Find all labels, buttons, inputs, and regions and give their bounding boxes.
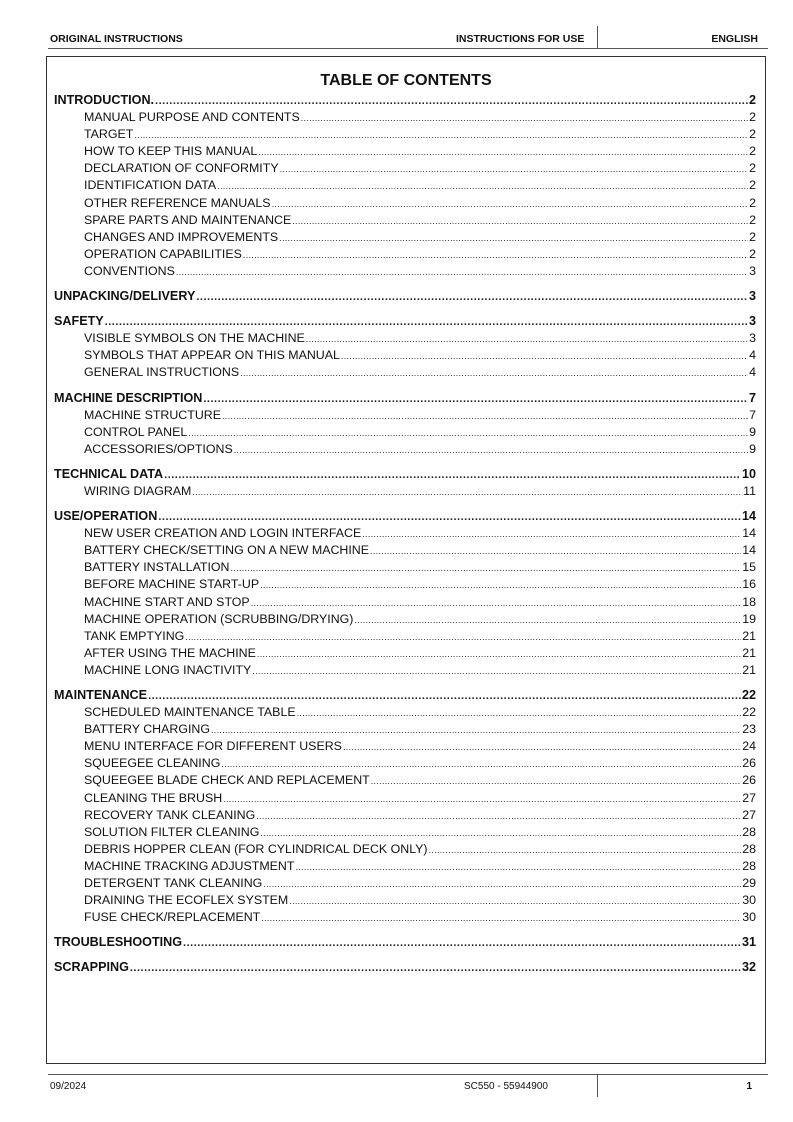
toc-entry-title: MACHINE OPERATION (SCRUBBING/DRYING) xyxy=(84,611,354,626)
toc-subsection[interactable] xyxy=(54,263,756,280)
toc-subsection[interactable] xyxy=(54,177,756,194)
toc-subsection[interactable] xyxy=(54,525,756,542)
toc-subsection[interactable] xyxy=(54,160,756,177)
toc-subsection[interactable] xyxy=(54,875,756,892)
toc-entry-title: SAFETY xyxy=(54,314,104,329)
toc-entry-page: 19 xyxy=(742,611,756,626)
header-original-instructions: ORIGINAL INSTRUCTIONS xyxy=(50,33,183,45)
toc-subsection[interactable] xyxy=(54,364,756,381)
dot-leader xyxy=(231,560,742,577)
toc-entry-title: OPERATION CAPABILITIES xyxy=(84,246,242,261)
toc-entry-page: 7 xyxy=(748,390,756,405)
toc-entry-title: VISIBLE SYMBOLS ON THE MACHINE xyxy=(84,331,305,346)
toc-entry-page: 2 xyxy=(749,127,756,142)
toc-subsection[interactable] xyxy=(54,824,756,841)
toc-entry-page: 21 xyxy=(742,628,756,643)
table-of-contents xyxy=(54,92,756,977)
toc-entry-title: BATTERY CHARGING xyxy=(84,722,210,737)
toc-entry-title: WIRING DIAGRAM xyxy=(84,483,192,498)
toc-entry-page: 2 xyxy=(749,229,756,244)
toc-entry-page: 14 xyxy=(741,509,756,524)
toc-entry-title: CHANGES AND IMPROVEMENTS xyxy=(84,229,279,244)
header-language: ENGLISH xyxy=(711,33,758,45)
toc-entry-page: 22 xyxy=(742,705,756,720)
toc-section[interactable] xyxy=(54,466,756,483)
toc-entry-title: UNPACKING/DELIVERY xyxy=(54,289,196,304)
dot-leader xyxy=(203,391,748,408)
dot-leader xyxy=(260,825,741,842)
toc-entry-page: 29 xyxy=(742,876,756,891)
toc-entry-page: 23 xyxy=(742,722,756,737)
toc-subsection[interactable] xyxy=(54,721,756,738)
toc-section[interactable] xyxy=(54,508,756,525)
toc-entry-title: BATTERY CHECK/SETTING ON A NEW MACHINE xyxy=(84,543,370,558)
toc-entry-title: TARGET xyxy=(84,127,134,142)
toc-entry-title: TROUBLESHOOTING xyxy=(54,935,183,950)
toc-entry-title: MENU INTERFACE FOR DIFFERENT USERS xyxy=(84,739,342,754)
footer-page-number: 1 xyxy=(746,1081,752,1092)
dot-leader xyxy=(279,230,748,247)
toc-entry-page: 9 xyxy=(749,441,756,456)
toc-entry-title: RECOVERY TANK CLEANING xyxy=(84,807,256,822)
toc-entry-page: 27 xyxy=(742,790,756,805)
dot-leader xyxy=(158,509,741,526)
toc-entry-page: 22 xyxy=(741,688,756,702)
dot-leader xyxy=(272,196,749,213)
toc-entry-title: HOW TO KEEP THIS MANUAL xyxy=(84,144,258,159)
footer-divider xyxy=(597,1075,598,1097)
toc-entry-page: 2 xyxy=(748,93,756,107)
toc-entry-title: SQUEEGEE BLADE CHECK AND REPLACEMENT xyxy=(84,773,370,788)
dot-leader xyxy=(251,595,742,612)
footer-model: SC550 - 55944900 xyxy=(464,1081,548,1092)
toc-subsection[interactable] xyxy=(54,909,756,926)
dot-leader xyxy=(185,629,741,646)
toc-entry-title: MAINTENANCE xyxy=(54,688,148,702)
header-instructions-for-use: INSTRUCTIONS FOR USE xyxy=(456,33,585,45)
toc-entry-page: 3 xyxy=(748,289,756,304)
section-gap xyxy=(54,382,756,390)
dot-leader xyxy=(130,960,741,977)
page-header xyxy=(48,26,768,49)
dot-leader xyxy=(148,688,741,705)
toc-subsection[interactable] xyxy=(54,892,756,909)
toc-entry-title: USE/OPERATION xyxy=(54,509,158,524)
dot-leader xyxy=(192,484,742,501)
toc-entry-title: DEBRIS HOPPER CLEAN (FOR CYLINDRICAL DECK ONLY) xyxy=(84,841,428,856)
dot-leader xyxy=(105,314,748,331)
footer-date: 09/2024 xyxy=(50,1081,87,1092)
toc-subsection[interactable] xyxy=(54,330,756,347)
toc-entry-page: 28 xyxy=(742,824,756,839)
dot-leader xyxy=(164,467,741,484)
dot-leader xyxy=(196,289,748,306)
toc-subsection[interactable] xyxy=(54,229,756,246)
section-gap xyxy=(54,458,756,466)
toc-entry-page: 18 xyxy=(742,594,756,609)
dot-leader xyxy=(341,348,748,365)
dot-leader xyxy=(354,612,741,629)
toc-subsection[interactable] xyxy=(54,594,756,611)
toc-entry-page: 15 xyxy=(742,560,756,575)
dot-leader xyxy=(234,442,748,459)
toc-entry-title: OTHER REFERENCE MANUALS xyxy=(84,195,271,210)
dot-leader xyxy=(252,663,741,680)
toc-subsection[interactable] xyxy=(54,858,756,875)
dot-leader xyxy=(343,739,741,756)
toc-section[interactable] xyxy=(54,313,756,330)
toc-entry-page: 2 xyxy=(749,161,756,176)
toc-subsection[interactable] xyxy=(54,195,756,212)
toc-subsection[interactable] xyxy=(54,542,756,559)
toc-subsection[interactable] xyxy=(54,424,756,441)
toc-subsection[interactable] xyxy=(54,772,756,789)
toc-section[interactable] xyxy=(54,288,756,305)
toc-entry-page: 2 xyxy=(749,144,756,159)
toc-subsection[interactable] xyxy=(54,738,756,755)
toc-entry-page: 26 xyxy=(742,756,756,771)
toc-entry-title: FUSE CHECK/REPLACEMENT xyxy=(84,910,261,925)
toc-title: TABLE OF CONTENTS xyxy=(320,72,492,89)
toc-entry-page: 21 xyxy=(742,662,756,677)
toc-entry-page: 4 xyxy=(749,348,756,363)
dot-leader xyxy=(261,910,741,927)
dot-leader xyxy=(221,756,741,773)
toc-entry-title: TANK EMPTYING xyxy=(84,628,185,643)
toc-subsection[interactable] xyxy=(54,483,756,500)
dot-leader xyxy=(222,408,748,425)
toc-entry-page: 26 xyxy=(742,773,756,788)
toc-entry-page: 28 xyxy=(742,841,756,856)
toc-subsection[interactable] xyxy=(54,347,756,364)
toc-entry-title: SOLUTION FILTER CLEANING xyxy=(84,824,260,839)
dot-leader xyxy=(257,646,741,663)
toc-entry-page: 21 xyxy=(742,645,756,660)
toc-subsection[interactable] xyxy=(54,143,756,160)
toc-entry-title: AFTER USING THE MACHINE xyxy=(84,645,256,660)
toc-entry-title: BEFORE MACHINE START-UP xyxy=(84,577,260,592)
dot-leader xyxy=(362,526,741,543)
toc-entry-title: GENERAL INSTRUCTIONS xyxy=(84,365,240,380)
toc-entry-page: 2 xyxy=(749,178,756,193)
section-gap xyxy=(54,305,756,313)
toc-entry-page: 30 xyxy=(742,893,756,908)
dot-leader xyxy=(188,425,748,442)
toc-entry-title: MACHINE DESCRIPTION xyxy=(54,390,203,405)
toc-entry-page: 3 xyxy=(749,331,756,346)
content-frame xyxy=(46,56,766,1064)
dot-leader xyxy=(429,842,742,859)
toc-subsection[interactable] xyxy=(54,611,756,628)
toc-entry-page: 2 xyxy=(749,246,756,261)
toc-entry-title: MANUAL PURPOSE AND CONTENTS xyxy=(84,110,300,125)
toc-entry-page: 11 xyxy=(743,483,756,498)
dot-leader xyxy=(176,264,748,281)
dot-leader xyxy=(297,705,742,722)
toc-entry-title: SCRAPPING xyxy=(54,960,129,975)
toc-entry-page: 7 xyxy=(749,407,756,422)
toc-entry-page: 2 xyxy=(749,212,756,227)
toc-entry-page: 10 xyxy=(741,466,756,481)
toc-entry-title: SYMBOLS THAT APPEAR ON THIS MANUAL xyxy=(84,348,340,363)
toc-entry-page: 30 xyxy=(742,910,756,925)
dot-leader xyxy=(223,791,741,808)
toc-entry-page: 9 xyxy=(749,424,756,439)
toc-section[interactable] xyxy=(54,934,756,951)
toc-subsection[interactable] xyxy=(54,704,756,721)
toc-entry-page: 4 xyxy=(749,365,756,380)
dot-leader xyxy=(306,331,748,348)
toc-entry-page: 24 xyxy=(742,739,756,754)
toc-entry-page: 2 xyxy=(749,195,756,210)
toc-entry-title: CONVENTIONS xyxy=(84,263,175,278)
toc-subsection[interactable] xyxy=(54,109,756,126)
toc-entry-title: SQUEEGEE CLEANING xyxy=(84,756,221,771)
toc-subsection[interactable] xyxy=(54,628,756,645)
toc-section[interactable] xyxy=(54,959,756,976)
dot-leader xyxy=(243,247,748,264)
toc-subsection[interactable] xyxy=(54,246,756,263)
toc-entry-page: 2 xyxy=(749,110,756,125)
dot-leader xyxy=(155,93,748,110)
toc-entry-page: 14 xyxy=(742,526,756,541)
dot-leader xyxy=(134,127,748,144)
toc-subsection[interactable] xyxy=(54,645,756,662)
toc-entry-page: 3 xyxy=(749,263,756,278)
dot-leader xyxy=(217,178,748,195)
dot-leader xyxy=(289,893,741,910)
section-gap xyxy=(54,926,756,934)
toc-entry-title: DECLARATION OF CONFORMITY xyxy=(84,161,279,176)
toc-subsection[interactable] xyxy=(54,841,756,858)
toc-subsection[interactable] xyxy=(54,441,756,458)
dot-leader xyxy=(371,773,741,790)
toc-entry-page: 28 xyxy=(742,858,756,873)
toc-section[interactable] xyxy=(54,390,756,407)
dot-leader xyxy=(211,722,741,739)
toc-entry-title: DETERGENT TANK CLEANING xyxy=(84,876,263,891)
toc-entry-title: INTRODUCTION. xyxy=(54,93,155,107)
toc-entry-title: MACHINE START AND STOP xyxy=(84,594,250,609)
toc-subsection[interactable] xyxy=(54,662,756,679)
dot-leader xyxy=(280,161,749,178)
toc-subsection[interactable] xyxy=(54,126,756,143)
toc-entry-page: 27 xyxy=(742,807,756,822)
dot-leader xyxy=(370,543,741,560)
toc-subsection[interactable] xyxy=(54,755,756,772)
toc-entry-title: TECHNICAL DATA xyxy=(54,466,164,481)
dot-leader xyxy=(295,859,741,876)
toc-entry-page: 32 xyxy=(741,960,756,975)
toc-entry-title: NEW USER CREATION AND LOGIN INTERFACE xyxy=(84,526,362,541)
toc-entry-page: 14 xyxy=(742,543,756,558)
toc-entry-title: CLEANING THE BRUSH xyxy=(84,790,223,805)
toc-entry-title: ACCESSORIES/OPTIONS xyxy=(84,441,233,456)
section-gap xyxy=(54,280,756,288)
toc-entry-page: 3 xyxy=(748,314,756,329)
toc-subsection[interactable] xyxy=(54,407,756,424)
toc-subsection[interactable] xyxy=(54,807,756,824)
dot-leader xyxy=(301,110,748,127)
toc-entry-title: BATTERY INSTALLATION xyxy=(84,560,230,575)
toc-entry-title: DRAINING THE ECOFLEX SYSTEM xyxy=(84,893,289,908)
toc-subsection[interactable] xyxy=(54,790,756,807)
toc-entry-title: MACHINE TRACKING ADJUSTMENT xyxy=(84,858,295,873)
toc-entry-title: SPARE PARTS AND MAINTENANCE xyxy=(84,212,292,227)
dot-leader xyxy=(240,365,748,382)
section-gap xyxy=(54,500,756,508)
toc-subsection[interactable] xyxy=(54,559,756,576)
dot-leader xyxy=(260,577,741,594)
toc-entry-title: MACHINE STRUCTURE xyxy=(84,407,221,422)
dot-leader xyxy=(183,935,741,952)
header-divider xyxy=(597,26,598,48)
toc-section[interactable] xyxy=(54,687,756,704)
toc-entry-title: MACHINE LONG INACTIVITY xyxy=(84,662,252,677)
toc-entry-page: 16 xyxy=(742,577,756,592)
section-gap xyxy=(54,951,756,959)
toc-entry-title: CONTROL PANEL xyxy=(84,424,188,439)
toc-entry-page: 31 xyxy=(741,935,756,950)
dot-leader xyxy=(256,808,741,825)
page-footer xyxy=(48,1074,768,1097)
toc-subsection[interactable] xyxy=(54,576,756,593)
toc-section[interactable] xyxy=(54,92,756,109)
toc-subsection[interactable] xyxy=(54,212,756,229)
dot-leader xyxy=(292,213,748,230)
dot-leader xyxy=(263,876,741,893)
dot-leader xyxy=(258,144,748,161)
toc-entry-title: SCHEDULED MAINTENANCE TABLE xyxy=(84,705,296,720)
toc-entry-title: IDENTIFICATION DATA xyxy=(84,178,217,193)
section-gap xyxy=(54,679,756,687)
